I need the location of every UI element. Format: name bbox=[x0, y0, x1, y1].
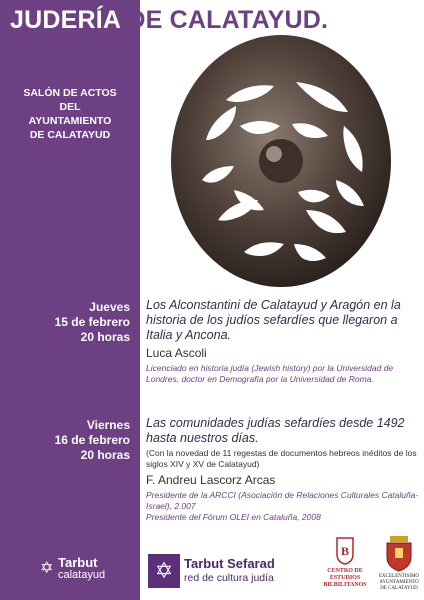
svg-text:B: B bbox=[340, 544, 350, 558]
venue-block bbox=[0, 86, 140, 142]
title-rest: DE CALATAYUD. bbox=[120, 6, 329, 34]
date-line: Viernes bbox=[86, 418, 130, 432]
date-line: 20 horas bbox=[80, 448, 130, 462]
venue-line: SALÓN DE ACTOS bbox=[23, 87, 117, 99]
speaker-name: F. Andreu Lascorz Arcas bbox=[146, 473, 276, 487]
date-line: Jueves bbox=[89, 300, 130, 314]
talk-title: Las comunidades judías sefardíes desde 1492 hasta nuestros días. bbox=[146, 416, 405, 445]
rosette-artifact-image bbox=[166, 30, 396, 292]
bio-line: Presidente de la ARCCI (Asociación de Relaciones Culturales Cataluña-Israel), 2.007 bbox=[146, 490, 419, 511]
ayuntamiento-logo bbox=[376, 536, 422, 598]
logo-label bbox=[318, 568, 372, 589]
speaker-bio bbox=[146, 490, 420, 523]
venue-line: AYUNTAMIENTO bbox=[28, 115, 112, 127]
centro-estudios-logo bbox=[318, 536, 372, 592]
label-line: EXCELENTISIMO bbox=[379, 574, 419, 579]
talk-2 bbox=[146, 416, 420, 523]
logo-label bbox=[376, 574, 422, 592]
label-line: AYUNTAMIENTO bbox=[379, 580, 419, 585]
tarbut-sefarad-logo bbox=[148, 554, 282, 590]
star-of-david-icon: ✡ bbox=[148, 554, 180, 588]
speaker-name: Luca Ascoli bbox=[146, 346, 207, 360]
bio-line: Presidente del Fórum OLEI en Cataluña, 2008 bbox=[146, 512, 321, 522]
talk-note: (Con la novedad de 11 regestas de documentos hebreos inéditos de los siglos XIV y XV de Calatayud) bbox=[146, 448, 417, 469]
label-line: BILBILITANOS bbox=[323, 582, 367, 588]
date-line: 16 de febrero bbox=[54, 433, 130, 447]
logo-subtitle: red de cultura judía bbox=[184, 572, 274, 584]
label-line: DE CALATAYUD bbox=[380, 586, 418, 591]
coat-of-arms-icon bbox=[376, 536, 422, 572]
talk-2-date bbox=[0, 418, 130, 463]
logo-city: calatayud bbox=[58, 569, 106, 581]
date-line: 15 de febrero bbox=[54, 315, 130, 329]
speaker-bio: Licenciado en historia judía (Jewish history) por la Universidad de Londres, doctor en Demografía por la Universidad de Roma. bbox=[146, 363, 394, 384]
tarbut-calatayud-logo bbox=[40, 555, 138, 581]
coat-of-arms-icon bbox=[318, 536, 372, 566]
talk-1 bbox=[146, 298, 420, 385]
label-line: CENTRO DE bbox=[327, 568, 363, 574]
venue-line: DEL bbox=[59, 101, 81, 113]
label-line: ESTUDIOS bbox=[329, 575, 361, 581]
date-line: 20 horas bbox=[80, 330, 130, 344]
talk-title: Los Alconstantini de Calatayud y Aragón en la historia de los judíos sefardíes que llegaron a Italia y Ancona. bbox=[146, 298, 401, 342]
title-first-word: JUDERÍA bbox=[10, 6, 121, 34]
star-of-david-icon: ✡ bbox=[40, 560, 54, 577]
logo-name: Tarbut Sefarad bbox=[184, 556, 275, 571]
talk-1-date bbox=[0, 300, 130, 345]
venue-line: DE CALATAYUD bbox=[29, 129, 111, 141]
logo-name: Tarbut bbox=[58, 555, 98, 570]
